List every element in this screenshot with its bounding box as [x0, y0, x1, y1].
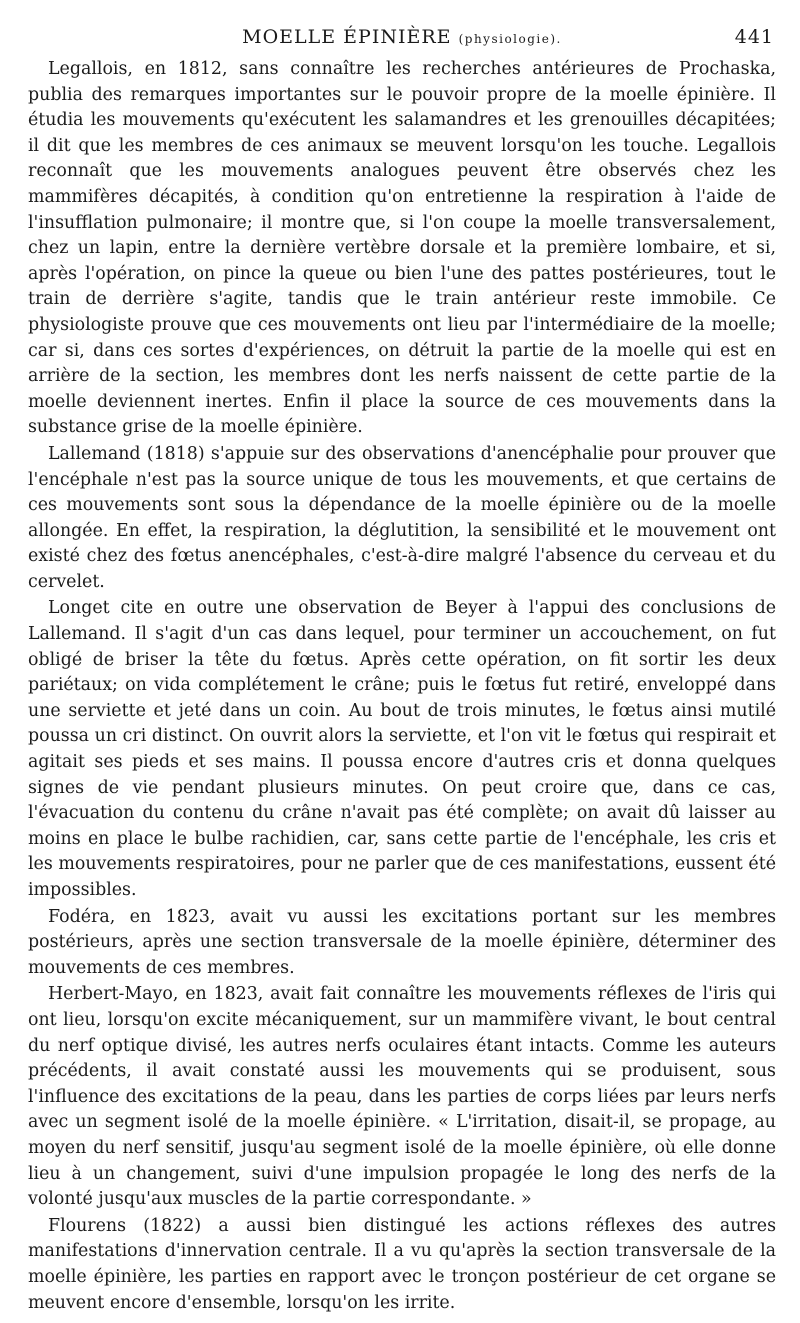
- paragraph-longet: Longet cite en outre une observation de Beyer à l'appui des conclusions de Lallemand. Il s'agit d'un cas dans lequel, pour terminer un accouchement, on fut obligé de briser la tête du fœtus. Après cette opération, on fit sortir les deux pariétaux; on vida complétement le crâne; puis le fœtus fut retiré, enveloppé dans une serviette et jeté dans un coin. Au bout de trois minutes, le fœtus ainsi mutilé poussa un cri distinct. On ouvrit alors la serviette, et l'on vit le fœtus qui respirait et agitait ses pieds et ses mains. Il poussa encore d'autres cris et donna quelques signes de vie pendant plusieurs minutes. On peut croire que, dans ce cas, l'évacuation du contenu du crâne n'avait pas été complète; on avait dû laisser au moins en place le bulbe rachidien, car, sans cette partie de l'encéphale, les cris et les mouvements respiratoires, pour ne parler que de ces manifestations, eussent été impossibles.: [28, 598, 776, 900]
- running-head-title: MOELLE ÉPINIÈRE: [242, 26, 452, 48]
- paragraph-flourens: Flourens (1822) a aussi bien distingué les actions réflexes des autres manifestations d'innervation centrale. Il a vu qu'après la section transversale de la moelle épinière, les parties en rapport avec le tronçon postérieur de cet organe se meuvent encore d'ensemble, lorsqu'on les irrite.: [28, 1215, 776, 1313]
- paragraph-herbert-mayo: Herbert-Mayo, en 1823, avait fait connaître les mouvements réflexes de l'iris qui ont lieu, lorsqu'on excite mécaniquement, sur un mammifère vivant, le bout central du nerf optique divisé, les autres nerfs oculaires étant intacts. Comme les auteurs précédents, il avait constaté aussi les mouvements qui se produisent, sous l'influence des excitations de la peau, dans les parties de corps liées par leurs nerfs avec un segment isolé de la moelle épinière. « L'irritation, disait-il, se propage, au moyen du nerf sensitif, jusqu'au segment isolé de la moelle épinière, où elle donne lieu à un changement, suivi d'une impulsion propagée le long des nerfs de la volonté jusqu'aux muscles de la partie correspondante. »: [28, 984, 776, 1210]
- running-head-title-line: [242, 26, 562, 48]
- book-page: [28, 22, 776, 1316]
- running-head: [28, 22, 776, 56]
- running-head-subtitle: (physiologie).: [458, 32, 562, 46]
- paragraph-legallois: Legallois, en 1812, sans connaître les recherches antérieures de Prochaska, publia des remarques importantes sur le pouvoir propre de la moelle épinière. Il étudia les mouvements qu'exécutent les salamandres et les grenouilles décapitées; il dit que les membres de ces animaux se meuvent lorsqu'on les touche. Legallois reconnaît que les mouvements analogues peuvent être observés chez les mammifères décapités, à condition qu'on entretienne la respiration à l'aide de l'insufflation pulmonaire; il montre que, si l'on coupe la moelle transversalement, chez un lapin, entre la dernière vertèbre dorsale et la première lombaire, et si, après l'opération, on pince la queue ou bien l'une des pattes postérieures, tout le train de derrière s'agite, tandis que le train antérieur reste immobile. Ce physiologiste prouve que ces mouvements ont lieu par l'intermédiaire de la moelle; car si, dans ces sortes d'expériences, on détruit la partie de la moelle qui est en arrière de la section, les membres dont les nerfs naissent de cette partie de la moelle deviennent inertes. Enfin il place la source de ces mouvements dans la substance grise de la moelle épinière.: [28, 59, 776, 438]
- paragraph-lallemand: Lallemand (1818) s'appuie sur des observations d'anencéphalie pour prouver que l'encéphale n'est pas la source unique de tous les mouvements, et que certains de ces mouvements sont sous la dépendance de la moelle épinière ou de la moelle allongée. En effet, la respiration, la déglutition, la sensibilité et le mouvement ont existé chez des fœtus anencéphales, c'est-à-dire malgré l'absence du cerveau et du cervelet.: [28, 443, 776, 592]
- paragraph-fodera: Fodéra, en 1823, avait vu aussi les excitations portant sur les membres postérieurs, après une section transversale de la moelle épinière, déterminer des mouvements de ces membres.: [28, 906, 776, 978]
- page-number: 441: [734, 26, 774, 48]
